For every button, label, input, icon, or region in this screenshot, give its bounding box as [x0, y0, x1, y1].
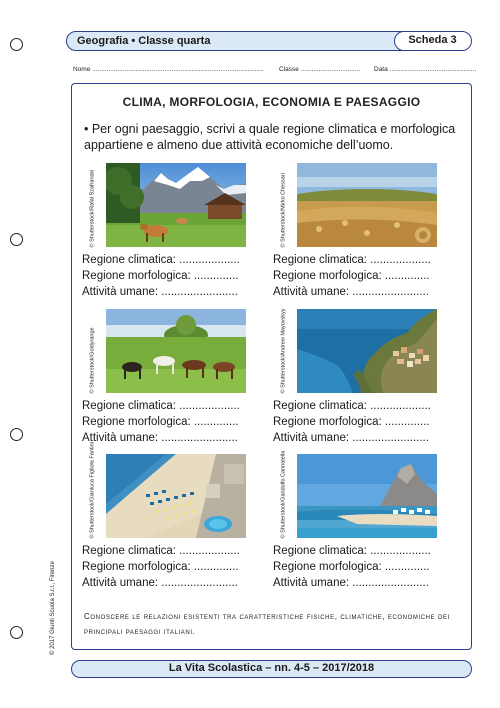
sheet-number: Scheda 3 [394, 31, 472, 51]
climate-region-field[interactable]: Regione climatica: ................... [82, 254, 240, 266]
date-field[interactable]: Data ................................................ [374, 66, 477, 73]
photo-coastal-village [297, 309, 437, 393]
morphological-region-field[interactable]: Regione morfologica: .............. [82, 270, 239, 282]
human-activities-field[interactable]: Attività umane: ........................ [273, 432, 429, 444]
class-field[interactable]: Classe ................................. [279, 66, 361, 73]
human-activities-field[interactable]: Attività umane: ........................ [82, 286, 238, 298]
photo-credit: © Shutterstock/Gianluca Figliola Fantini [89, 441, 96, 538]
morphological-region-field[interactable]: Regione morfologica: .............. [82, 561, 239, 573]
worksheet-frame [71, 83, 472, 650]
learning-objective: Conoscere le relazioni esistenti tra caratteristiche fisiche, climatiche, economiche dei principali paesaggi italiani. [84, 612, 450, 636]
human-activities-field[interactable]: Attività umane: ........................ [273, 286, 429, 298]
climate-region-field[interactable]: Regione climatica: ................... [82, 545, 240, 557]
photo-credit: © Shutterstock/Andrew Mayovskyy [280, 307, 287, 393]
photo-hay-hills [297, 163, 437, 247]
photo-credit: © Shutterstock/Rafal Szafranski [89, 169, 96, 247]
human-activities-field[interactable]: Attività umane: ........................ [82, 432, 238, 444]
binder-hole [10, 428, 23, 441]
landscape-item [82, 163, 272, 303]
photo-horses-plain [106, 309, 246, 393]
morphological-region-field[interactable]: Regione morfologica: .............. [82, 416, 239, 428]
binder-hole [10, 233, 23, 246]
climate-region-field[interactable]: Regione climatica: ................... [82, 400, 240, 412]
header-title: Geografia • Classe quarta [77, 35, 211, 47]
landscape-item [273, 163, 463, 303]
human-activities-field[interactable]: Attività umane: ........................ [82, 577, 238, 589]
morphological-region-field[interactable]: Regione morfologica: .............. [273, 416, 430, 428]
climate-region-field[interactable]: Regione climatica: ................... [273, 545, 431, 557]
human-activities-field[interactable]: Attività umane: ........................ [273, 577, 429, 589]
photo-bay-mountain [297, 454, 437, 538]
photo-alpine-pasture [106, 163, 246, 247]
footer-bar: La Vita Scolastica – nn. 4-5 – 2017/2018 [71, 660, 472, 678]
landscape-item [273, 450, 463, 594]
climate-region-field[interactable]: Regione climatica: ................... [273, 254, 431, 266]
photo-beach-resort [106, 454, 246, 538]
morphological-region-field[interactable]: Regione morfologica: .............. [273, 561, 430, 573]
binder-hole [10, 626, 23, 639]
climate-region-field[interactable]: Regione climatica: ................... [273, 400, 431, 412]
morphological-region-field[interactable]: Regione morfologica: .............. [273, 270, 430, 282]
worksheet-title: CLIMA, MORFOLOGIA, ECONOMIA E PAESAGGIO [122, 95, 421, 109]
name-field[interactable]: Nome ............................................................................................... [73, 66, 264, 73]
photo-credit: © Shutterstock/Gandolfo Cannatella [280, 450, 287, 538]
landscape-item [273, 309, 463, 449]
landscape-item [82, 441, 272, 594]
photo-credit: © Shutterstock/Goldyrange [89, 326, 96, 393]
header-bar [66, 31, 471, 51]
landscape-item [82, 309, 272, 449]
photo-credit: © Shutterstock/Mirko Chessari [280, 172, 287, 247]
binder-hole [10, 38, 23, 51]
copyright-text: © 2017 Giunti Scuola S.r.l., Firenze [50, 561, 56, 655]
instruction-text: • Per ogni paesaggio, scrivi a quale regione climatica e morfologica appartiene e almeno due attività economiche dell’uomo. [84, 122, 456, 152]
